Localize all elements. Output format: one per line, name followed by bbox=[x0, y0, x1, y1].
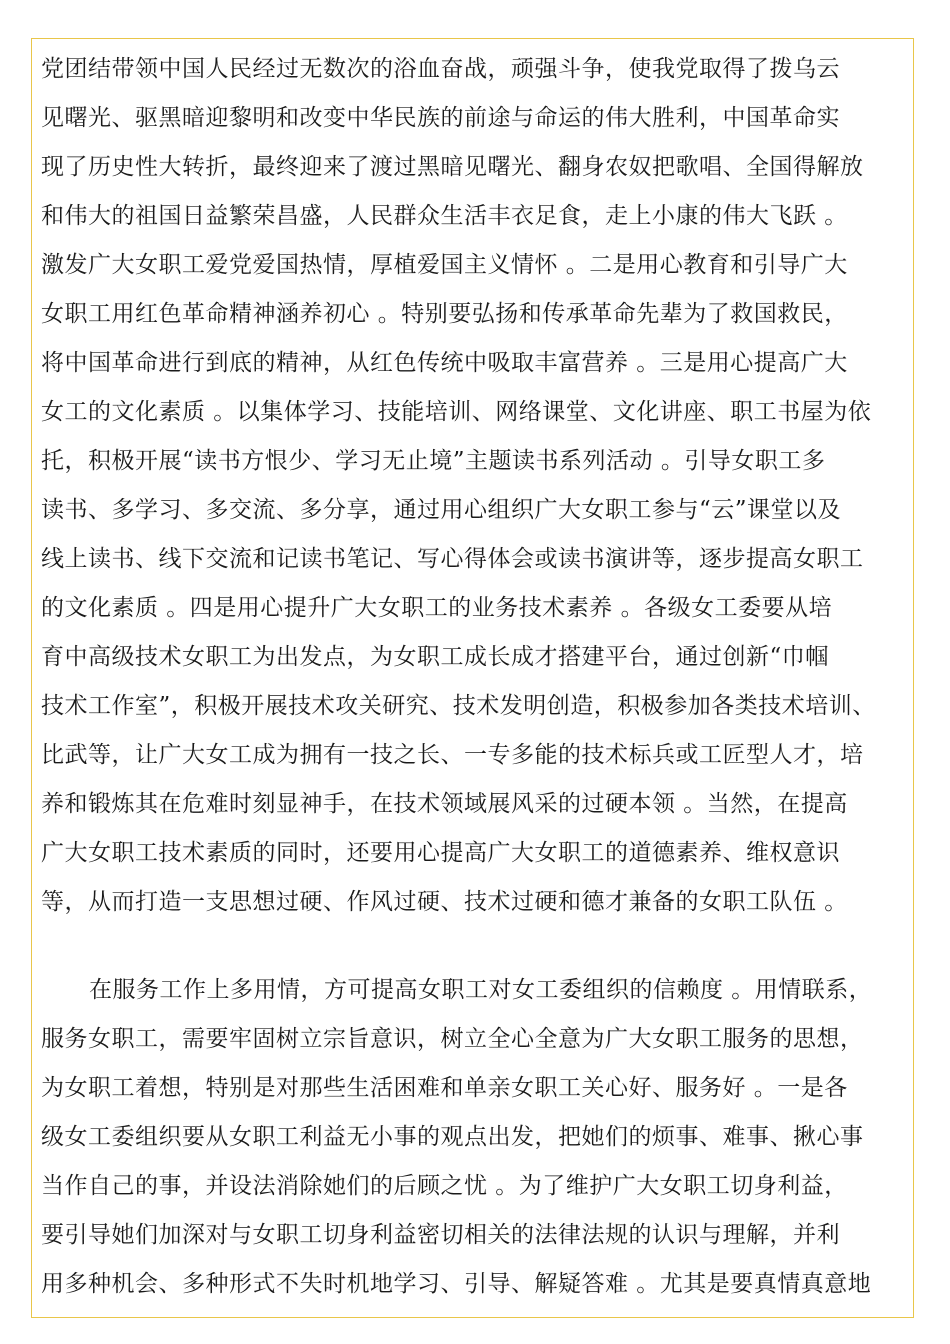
text-line: 比武等，让广大女工成为拥有一技之长、一专多能的技术标兵或工匠型人才，培 bbox=[41, 742, 864, 768]
text-line: 激发广大女职工爱党爱国热情，厚植爱国主义情怀 。二是用心教育和引导广大 bbox=[41, 252, 848, 278]
text-line: 养和锻炼其在危难时刻显神手，在技术领域展风采的过硬本领 。当然，在提高 bbox=[41, 791, 848, 817]
text-line: 托，积极开展“读书方恨少、学习无止境”主题读书系列活动 。引导女职工多 bbox=[41, 448, 826, 474]
text-line: 女工的文化素质 。以集体学习、技能培训、网络课堂、文化讲座、职工书屋为依 bbox=[41, 399, 872, 425]
text-line: 在服务工作上多用情，方可提高女职工对女工委组织的信赖度 。用情联系， bbox=[89, 977, 873, 1003]
text-line: 线上读书、线下交流和记读书笔记、写心得体会或读书演讲等，逐步提高女职工 bbox=[41, 546, 864, 572]
text-line: 读书、多学习、多交流、多分享，通过用心组织广大女职工参与“云”课堂以及 bbox=[41, 497, 842, 523]
text-line: 等，从而打造一支思想过硬、作风过硬、技术过硬和德才兼备的女职工队伍 。 bbox=[41, 889, 848, 915]
text-line: 为女职工着想，特别是对那些生活困难和单亲女职工关心好、服务好 。一是各 bbox=[41, 1075, 848, 1101]
text-line: 要引导她们加深对与女职工切身利益密切相关的法律法规的认识与理解，并利 bbox=[41, 1222, 840, 1248]
text-line: 和伟大的祖国日益繁荣昌盛，人民群众生活丰衣足食，走上小康的伟大飞跃 。 bbox=[41, 203, 848, 229]
text-line: 现了历史性大转折，最终迎来了渡过黑暗见曙光、翻身农奴把歌唱、全国得解放 bbox=[41, 154, 864, 180]
text-line: 将中国革命进行到底的精神，从红色传统中吸取丰富营养 。三是用心提高广大 bbox=[41, 350, 848, 376]
text-line: 女职工用红色革命精神涵养初心 。特别要弘扬和传承革命先辈为了救国救民， bbox=[41, 301, 848, 327]
text-line: 级女工委组织要从女职工利益无小事的观点出发，把她们的烦事、难事、揪心事 bbox=[41, 1124, 864, 1150]
text-line: 的文化素质 。四是用心提升广大女职工的业务技术素养 。各级女工委要从培 bbox=[41, 595, 833, 621]
text-line: 见曙光、驱黑暗迎黎明和改变中华民族的前途与命运的伟大胜利，中国革命实 bbox=[41, 105, 840, 131]
text-line: 广大女职工技术素质的同时，还要用心提高广大女职工的道德素养、维权意识 bbox=[41, 840, 840, 866]
text-line: 技术工作室”，积极开展技术攻关研究、技术发明创造，积极参加各类技术培训、 bbox=[41, 693, 876, 719]
text-line: 用多种机会、多种形式不失时机地学习、引导、解疑答难 。尤其是要真情真意地 bbox=[41, 1271, 872, 1297]
text-line: 育中高级技术女职工为出发点，为女职工成长成才搭建平台，通过创新“巾帼 bbox=[41, 644, 829, 670]
text-line: 服务女职工，需要牢固树立宗旨意识，树立全心全意为广大女职工服务的思想， bbox=[41, 1026, 864, 1052]
text-line: 党团结带领中国人民经过无数次的浴血奋战，顽强斗争，使我党取得了拨乌云 bbox=[41, 56, 840, 82]
page-frame bbox=[31, 38, 914, 1318]
text-line: 当作自己的事，并设法消除她们的后顾之忧 。为了维护广大女职工切身利益， bbox=[41, 1173, 848, 1199]
